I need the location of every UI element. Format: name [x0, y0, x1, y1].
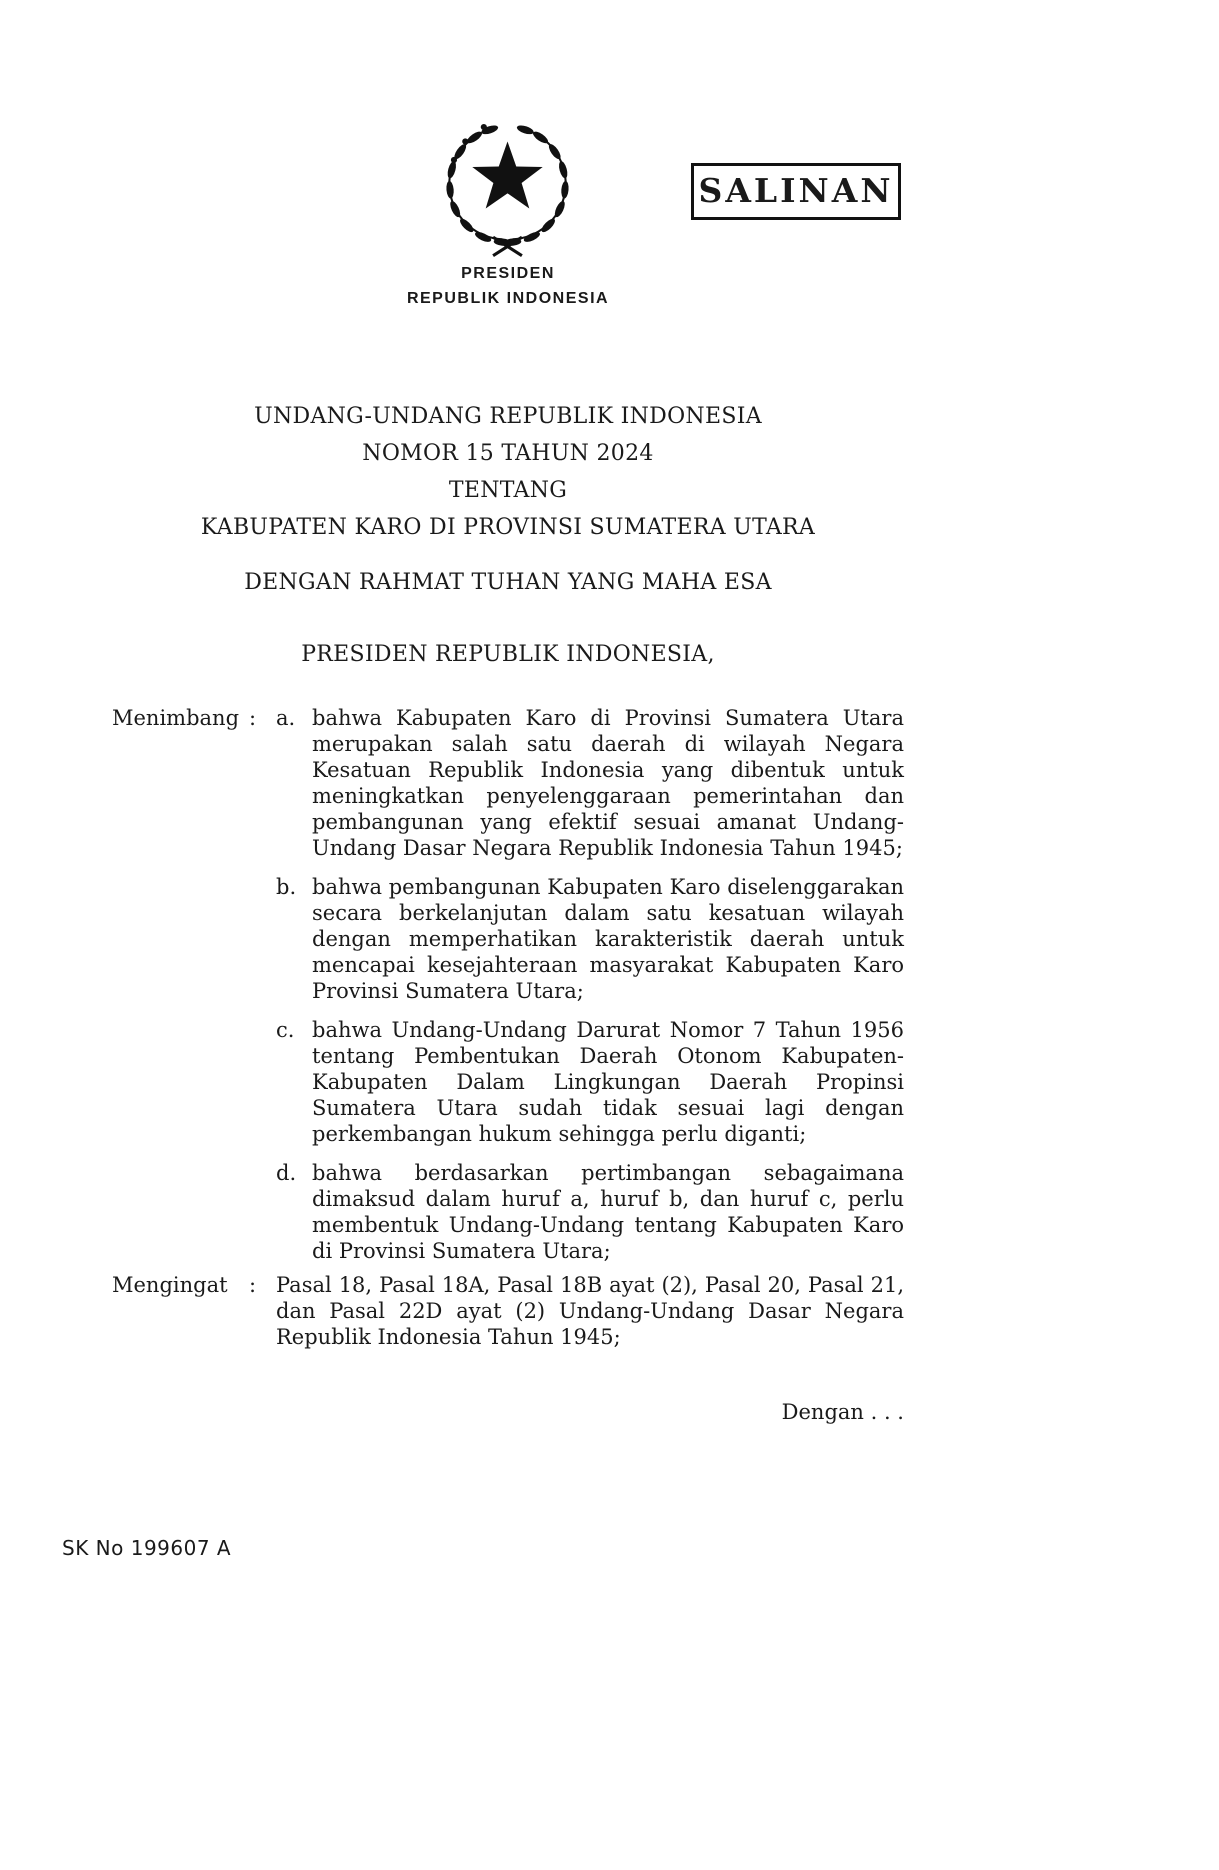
- salinan-label: SALINAN: [698, 171, 894, 210]
- legal-basis-label: Mengingat: [112, 1273, 228, 1297]
- title-line-1: UNDANG-UNDANG REPUBLIK INDONESIA: [254, 404, 762, 429]
- considering-items: [276, 705, 904, 1264]
- legal-basis-text: Pasal 18, Pasal 18A, Pasal 18B ayat (2), Pasal 20, Pasal 21, dan Pasal 22D ayat (2) Undang-Undang Dasar Negara Republik Indonesia Tahun 1945;: [276, 1273, 904, 1349]
- item-b-marker: b.: [276, 875, 297, 899]
- document-title: [112, 398, 904, 546]
- legal-basis-section: [112, 1272, 904, 1350]
- legal-basis-colon: :: [249, 1273, 257, 1297]
- salutation-line: PRESIDEN REPUBLIK INDONESIA,: [301, 642, 715, 667]
- considering-item-d: [276, 1160, 904, 1264]
- item-b-text: bahwa pembangunan Kabupaten Karo diselenggarakan secara berkelanjutan dalam satu kesatuan wilayah dengan memperhatikan karakteristik daerah untuk mencapai kesejahteraan masyarakat Kabupaten Karo Provinsi Sumatera Utara;: [312, 875, 904, 1003]
- considering-item-c: [276, 1017, 904, 1147]
- considering-item-b: [276, 874, 904, 1004]
- sk-number: SK No 199607 A: [62, 1536, 232, 1560]
- title-line-4: KABUPATEN KARO DI PROVINSI SUMATERA UTARA: [200, 515, 816, 540]
- considering-section: [112, 705, 904, 1264]
- title-line-2: NOMOR 15 TAHUN 2024: [362, 441, 654, 466]
- letterhead-line-presiden: PRESIDEN: [461, 265, 555, 282]
- invocation-line: DENGAN RAHMAT TUHAN YANG MAHA ESA: [244, 570, 772, 595]
- considering-label: Menimbang: [112, 706, 240, 730]
- catchword: Dengan . . .: [781, 1400, 904, 1424]
- item-c-text: bahwa Undang-Undang Darurat Nomor 7 Tahun 1956 tentang Pembentukan Daerah Otonom Kabupaten-Kabupaten Dalam Lingkungan Daerah Propinsi Sumatera Utara sudah tidak sesuai lagi dengan perkembangan hukum sehingga perlu diganti;: [312, 1018, 904, 1146]
- considering-item-a: [276, 705, 904, 861]
- presidential-seal-icon: [420, 96, 595, 261]
- salinan-stamp: [691, 163, 901, 220]
- item-a-text: bahwa Kabupaten Karo di Provinsi Sumatera Utara merupakan salah satu daerah di wilayah Negara Kesatuan Republik Indonesia yang dibentuk untuk meningkatkan penyelenggaraan pemerintahan dan pembangunan yang efektif sesuai amanat Undang-Undang Dasar Negara Republik Indonesia Tahun 1945;: [312, 706, 904, 860]
- item-c-marker: c.: [276, 1018, 295, 1042]
- item-d-marker: d.: [276, 1161, 297, 1185]
- letterhead-line-republik-indonesia: REPUBLIK INDONESIA: [406, 290, 610, 307]
- considering-colon: :: [249, 706, 257, 730]
- letterhead: [112, 261, 904, 311]
- item-d-text: bahwa berdasarkan pertimbangan sebagaimana dimaksud dalam huruf a, huruf b, dan huruf c, perlu membentuk Undang-Undang tentang Kabupaten Karo di Provinsi Sumatera Utara;: [312, 1161, 904, 1263]
- title-line-3: TENTANG: [448, 478, 568, 503]
- item-a-marker: a.: [276, 706, 296, 730]
